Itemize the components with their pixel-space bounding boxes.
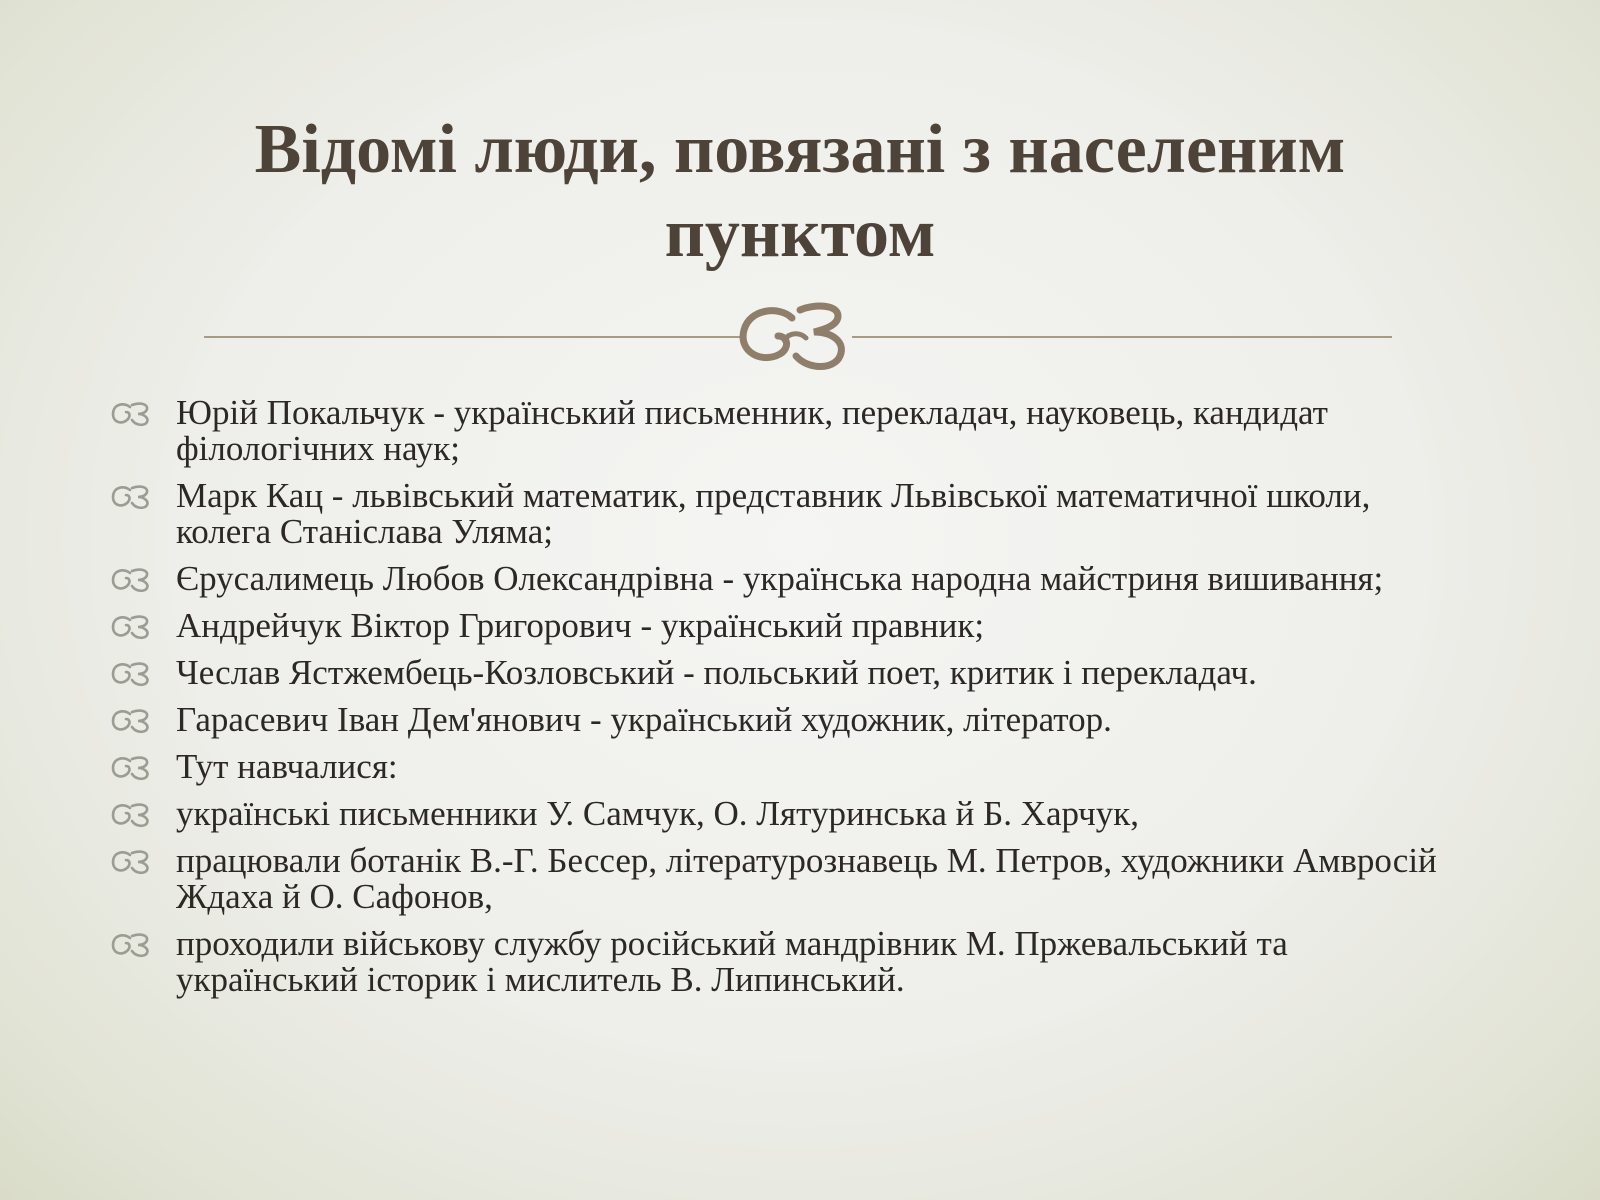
list-item-text: Чеслав Ястжембець-Козловський - польський поет, критик і перекладач.: [176, 653, 1257, 692]
list-item: [110, 561, 1440, 597]
swirl-bullet-icon: [110, 755, 152, 781]
list-item-text: працювали ботанік В.-Г. Бессер, літературознавець М. Петров, художники Амвросій Ждаха й О. Сафонов,: [176, 841, 1437, 916]
list-item: [110, 796, 1440, 832]
swirl-bullet-icon: [110, 567, 152, 593]
swirl-bullet-icon: [110, 401, 152, 427]
divider-line-left: [204, 336, 744, 338]
list-item: [110, 608, 1440, 644]
list-item: [110, 395, 1440, 467]
list-item-text: Єрусалимець Любов Олександрівна - українська народна майстриня вишивання;: [176, 559, 1384, 598]
swirl-ornament-icon: [734, 296, 862, 376]
slide-title: Відомі люди, повязані з населеним пунктом: [254, 111, 1346, 272]
list-item: [110, 749, 1440, 785]
list-item: [110, 843, 1440, 915]
swirl-bullet-icon: [110, 661, 152, 687]
list-item-text: Марк Кац - львівський математик, представник Львівської математичної школи, колега Станіслава Уляма;: [176, 476, 1371, 551]
list-item: [110, 926, 1440, 998]
list-item: [110, 655, 1440, 691]
swirl-bullet-icon: [110, 708, 152, 734]
swirl-bullet-icon: [110, 614, 152, 640]
list-item: [110, 702, 1440, 738]
list-item-text: Андрейчук Віктор Григорович - український правник;: [176, 606, 985, 645]
list-item-text: українські письменники У. Самчук, О. Лятуринська й Б. Харчук,: [176, 794, 1140, 833]
list-item-text: проходили військову службу російський мандрівник М. Пржевальський та український історик і мислитель В. Липинський.: [176, 924, 1288, 999]
list-item: [110, 478, 1440, 550]
divider-line-right: [852, 336, 1392, 338]
list-item-text: Тут навчалися:: [176, 747, 398, 786]
swirl-bullet-icon: [110, 484, 152, 510]
swirl-bullet-icon: [110, 932, 152, 958]
swirl-bullet-icon: [110, 849, 152, 875]
list-item-text: Юрій Покальчук - український письменник, перекладач, науковець, кандидат філологічних наук;: [176, 393, 1328, 468]
swirl-bullet-icon: [110, 802, 152, 828]
title-divider: [204, 296, 1392, 376]
list-item-text: Гарасевич Іван Дем'янович - український художник, літератор.: [176, 700, 1112, 739]
bullet-list: [110, 395, 1440, 1009]
